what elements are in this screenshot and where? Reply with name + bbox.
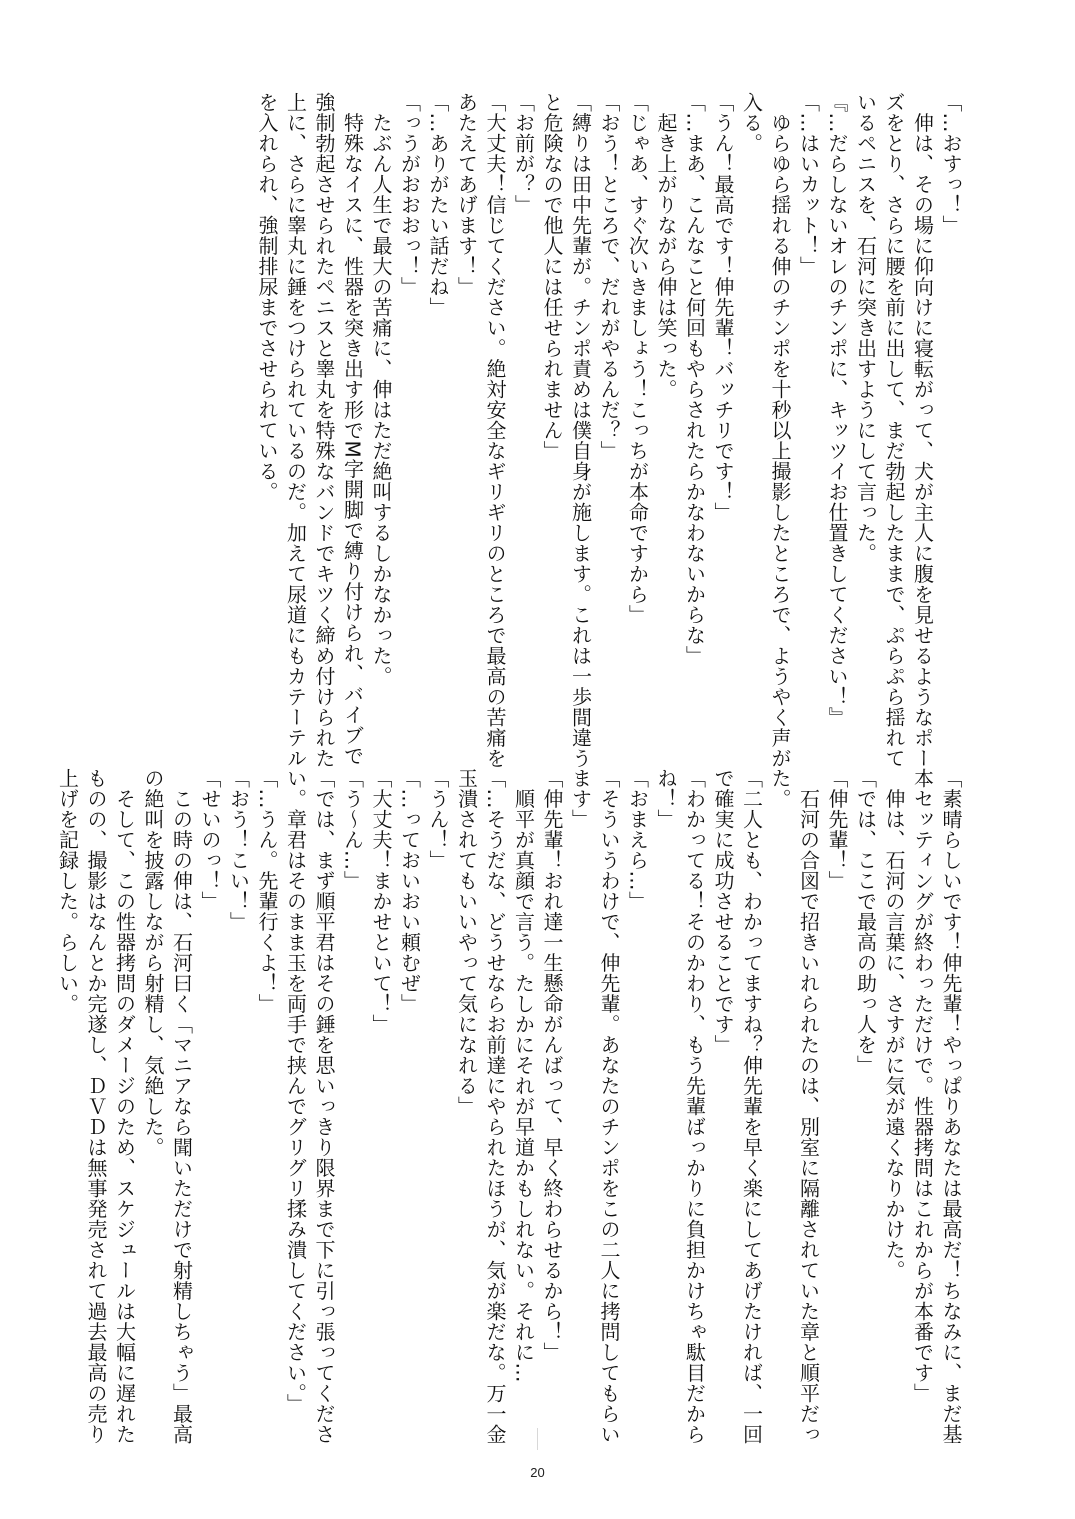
gutter-mark: [537, 1428, 538, 1450]
text-line: 「っうがおおおっ！」: [397, 92, 422, 297]
text-line: 「伸先輩！」: [825, 768, 849, 891]
text-line: たぶん人生で最大の苦痛に、伸はただ絶叫するしかなかった。: [369, 92, 393, 687]
text-line: 「…おすっ！」: [939, 92, 963, 236]
text-line: を入れられ、強制排尿までさせられている。: [255, 92, 279, 502]
text-line: 本セッティングが終わっただけで。性器拷問はこれからが本番です」: [910, 768, 935, 1404]
text-line: 「うん！」: [426, 768, 450, 871]
text-line: で確実に成功させることです」: [711, 768, 735, 1055]
text-line: 「おまえら…」: [625, 768, 650, 912]
text-line: 玉潰されてもいいやって気になれる」: [454, 768, 479, 1117]
text-line: 「そういうわけで、伸先輩。あなたのチンポをこの二人に拷問してもらい: [597, 768, 621, 1445]
text-line: 「素晴らしいです！伸先輩！やっぱりあなたは最高だ！ちなみに、まだ基: [939, 768, 963, 1445]
text-line: 「では、ここで最高の助っ人を」: [853, 768, 878, 1076]
text-line: 伸は、石河の言葉に、さすがに気が遠くなりかけた。: [882, 768, 906, 1281]
text-line: 起き上がりながら伸は笑った。: [654, 92, 678, 400]
text-line: いるペニスを、石河に突き出すようにして言った。: [853, 92, 878, 564]
text-line: 伸は、その場に仰向けに寝転がって、犬が主人に腹を見せるようなポー: [910, 92, 935, 769]
text-line: 「…ありがたい話だね」: [426, 92, 450, 318]
text-line: ます」: [568, 768, 593, 830]
text-line: た。: [768, 768, 792, 809]
text-line: と危険なので他人には任せられません」: [540, 92, 564, 461]
text-line: の絶叫を披露しながら射精し、気絶した。: [141, 768, 165, 1158]
text-line: 「…はいカット！」: [796, 92, 821, 277]
text-line: ズをとり、さらに腰を前に出して、まだ勃起したままで、ぷらぷら揺れて: [882, 92, 906, 769]
text-line: ものの、撮影はなんとか完遂し、ＤＶＤは無事発売されて過去最高の売り: [84, 768, 108, 1445]
upper-text-block: [75, 92, 965, 769]
text-line: 「うん！最高です！伸先輩！バッチリです！」: [711, 92, 735, 523]
text-line: 入る。: [739, 92, 764, 154]
text-line: 「大丈夫！まかせといて！」: [369, 768, 393, 1035]
text-line: 「おう！こい！」: [226, 768, 251, 932]
text-line: 「…そうだな、どうせならお前達にやられたほうが、気が楽だな。万一金: [483, 768, 507, 1445]
text-line: 「二人とも、わかってますね？伸先輩を早く楽にしてあげたければ、一回: [739, 768, 764, 1445]
text-line: 上げを記録した。らしい。: [55, 768, 80, 1014]
lower-text-block: [55, 768, 965, 1445]
text-line: ね！」: [654, 768, 678, 830]
text-line: 「では、まず順平君はその錘を思いっきり限界まで下に引っ張ってくださ: [312, 768, 336, 1445]
text-line: 強制勃起させられたペニスと睾丸を特殊なバンドでキツく締め付けられた: [312, 92, 336, 769]
text-line: 「…っておいおい頼むぜ」: [397, 768, 422, 1014]
text-line: 「大丈夫！信じてください。絶対安全なギリギリのところで最高の苦痛を: [483, 92, 507, 769]
text-line: 「お前が？」: [511, 92, 536, 215]
text-line: 「おう！ところで、だれがやるんだ？」: [597, 92, 621, 461]
text-line: 「う〜ん…」: [340, 768, 365, 891]
text-line: そして、この性器拷問のダメージのため、スケジュールは大幅に遅れた: [112, 768, 137, 1445]
text-line: 「…まあ、こんなこと何回もやらされたらかなわないからな」: [682, 92, 707, 666]
text-line: 「じゃあ、すぐ次いきましょう！こっちが本命ですから」: [625, 92, 650, 625]
text-line: ゆらゆら揺れる伸のチンポを十秒以上撮影したところで、ようやく声が: [768, 92, 792, 769]
text-line: この時の伸は、石河曰く「マニアなら聞いただけで射精しちゃう」最高: [169, 768, 194, 1445]
text-line: 『…だらしないオレのチンポに、キッツイお仕置きしてください！』: [825, 92, 849, 728]
text-line: 特殊なイスに、性器を突き出す形でM字開脚で縛り付けられ、バイブで: [340, 92, 365, 766]
text-line: 「伸先輩！おれ達一生懸命がんばって、早く終わらせるから！」: [540, 768, 564, 1363]
text-line: 「わかってる！そのかわり、もう先輩ばっかりに負担かけちゃ駄目だから: [682, 768, 707, 1445]
text-line: い。章君はそのまま玉を両手で挟んでグリグリ揉み潰してください。」: [283, 768, 308, 1414]
text-line: あたえてあげます！」: [454, 92, 479, 297]
page-number: 20: [530, 1465, 545, 1480]
text-line: 「縛りは田中先輩が。チンポ責めは僕自身が施します。これは一歩間違う: [568, 92, 593, 769]
text-line: 石河の合図で招きいれられたのは、別室に隔離されていた章と順平だっ: [796, 768, 821, 1445]
text-line: 順平が真顔で言う。たしかにそれが早道かもしれない。それに…: [511, 768, 536, 1383]
text-line: 「…うん。先輩行くよ！」: [255, 768, 279, 1014]
text-line: 「せいのっ！」: [198, 768, 222, 912]
text-line: 上に、さらに睾丸に錘をつけられているのだ。加えて尿道にもカテーテル: [283, 92, 308, 769]
